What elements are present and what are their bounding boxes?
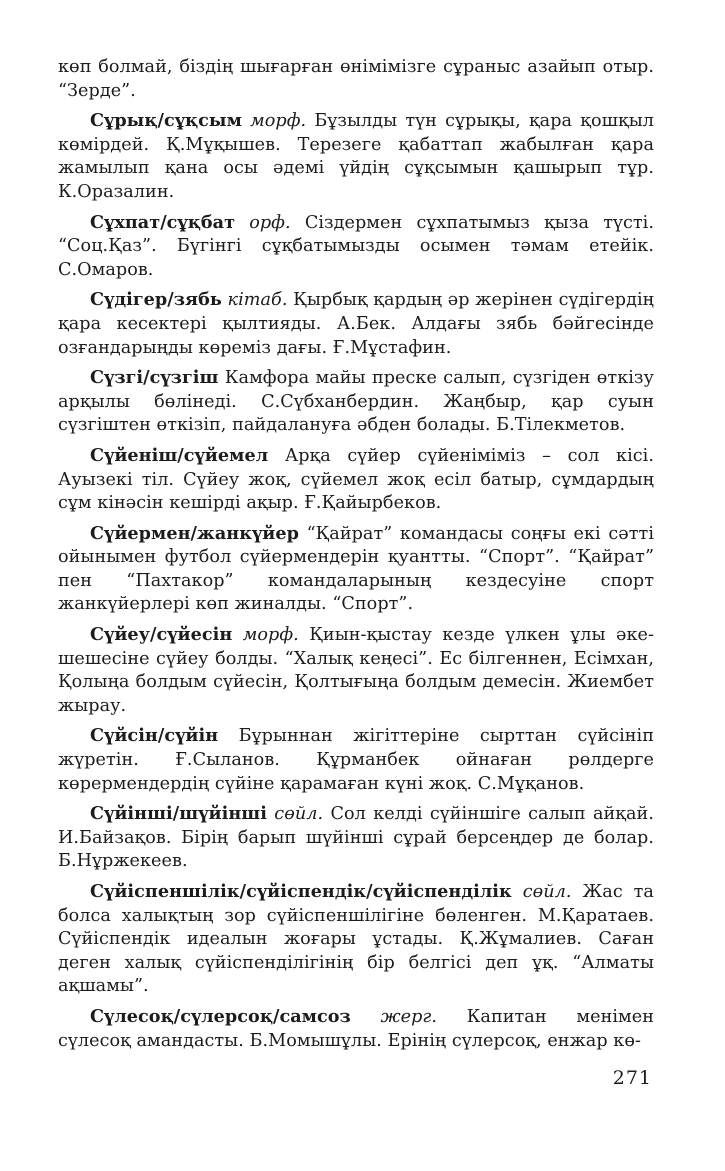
entry-headword: Сүйіспеншілік/сүйіспендік/сүйіспенділік — [90, 881, 512, 902]
dictionary-page-body — [58, 56, 654, 1059]
entry-text: Арқа сүйер сүйеніміміз – сол кісі. Ауызекі тіл. Сүйеу жоқ, сүйемел жоқ есіл батыр, сұмдардың сұм кінәсін кешірді ақыр. Ғ.Қайырбеков. — [58, 445, 654, 514]
entry-headword: Сүйеу/сүйесін — [90, 624, 233, 646]
dictionary-entry — [58, 444, 654, 516]
entry-headword: Сұхпат/сұқбат — [90, 211, 236, 233]
entry-headword: Сүлесоқ/сүлерсоқ/самсоз — [90, 1005, 351, 1027]
dictionary-entry — [58, 1005, 654, 1053]
entry-text: Қырбық қардың әр жерінен сүдігердің қара кесектері қылтияды. А.Бек. Алдағы зябь бәйгесінде озғандарыңды көреміз дағы. Ғ.Мұстафин. — [58, 290, 654, 358]
entry-text: Капитан менімен сүлесоқ амандасты. Б.Момышұлы. Ерінің сүлерсоқ, енжар кө- — [58, 1006, 654, 1051]
entry-label: морф. — [242, 625, 299, 646]
dictionary-entry — [58, 109, 654, 204]
entry-text: Жас та болса халықтың зор сүйіспеншілігіне бөленген. М.Қаратаев. Сүйіспендік идеалын жоғары ұстады. Қ.Жұмалиев. Саған деген халық сүйіспенділігінің бір белгісі деп ұқ. “Алматы ақшамы”. — [58, 882, 654, 997]
dictionary-entry — [58, 366, 654, 438]
entry-label: кітаб. — [227, 290, 288, 311]
dictionary-entry — [58, 802, 654, 874]
entry-label: сөйл. — [274, 804, 324, 825]
entry-text: Сіздермен сұхпатымыз қыза түсті. “Соц.Қаз”. Бүгінгі сұқбатымызды осымен тәмам етейік. С.Омаров. — [58, 212, 654, 280]
entry-headword: Сұрық/сұқсым — [90, 110, 242, 132]
entry-headword: Сүйермен/жанкүйер — [90, 522, 299, 544]
entry-label: жерг. — [380, 1006, 437, 1027]
entry-text: Бұзылды түн сұрықы, қара қошқыл көмірдей. Қ.Мұқышев. Терезеге қабаттап жабылған қара жамылып қана осы әдемі үйдің сұқсымын қашырып тұр. К.Оразалин. — [58, 111, 654, 202]
dictionary-entry — [58, 724, 654, 796]
entry-headword: Сүйеніш/сүйемел — [90, 444, 269, 466]
entry-headword: Сүйсін/сүйін — [90, 725, 219, 747]
entry-label: морф. — [250, 111, 307, 132]
entry-headword: Сүзгі/сүзгіш — [90, 367, 219, 389]
dictionary-entry — [58, 288, 654, 360]
entry-text: “Қайрат” командасы соңғы екі сәтті ойынымен футбол сүйермендерін қуантты. “Спорт”. “Қайрат” пен “Пахтакор” командаларының кездесуіне спорт жанкүйерлері көп жиналды. “Спорт”. — [58, 523, 654, 615]
entry-label: сөйл. — [522, 882, 572, 902]
entry-text: Бұрыннан жігіттеріне сырттан сүйсініп жүретін. Ғ.Сыланов. Құрманбек ойнаған рөлдерге көрермендердің сүйіне қарамаған күні жоқ. С.Мұқанов. — [58, 726, 654, 794]
entry-text: Қиын-қыстау кезде үлкен ұлы әке-шешесіне сүйеу болды. “Халық кеңесі”. Ес білгеннен, Есімхан, Қолыңа болдым сүйесін, Қолтығыңа болдым демесін. Жиембет жырау. — [58, 625, 654, 716]
dictionary-entry — [58, 880, 654, 999]
entry-headword: Сүйінші/шүйінші — [90, 803, 267, 825]
entry-text: көп болмай, біздің шығарған өнімімізге сұраныс азайып отыр. “Зерде”. — [58, 57, 654, 101]
dictionary-entry — [58, 623, 654, 718]
page-number: 271 — [612, 1067, 652, 1089]
entry-text: Сол келді сүйіншіге салып айқай. И.Байзақов. Бірің барып шүйінші сұрай берсеңдер де болар. Б.Нұржекеев. — [58, 804, 654, 872]
entry-headword: Сүдігер/зябь — [90, 289, 222, 311]
entry-label: орф. — [249, 212, 291, 233]
entry-text: Камфора майы преске салып, сүзгіден өткізу арқылы бөлінеді. С.Сүбханбердин. Жаңбыр, қар суын сүзгіштен өткізіп, пайдалануға әбден болады. Б.Тілекметов. — [58, 368, 654, 436]
dictionary-entry — [58, 211, 654, 283]
dictionary-entry — [58, 522, 654, 617]
entry-continuation — [58, 56, 654, 103]
